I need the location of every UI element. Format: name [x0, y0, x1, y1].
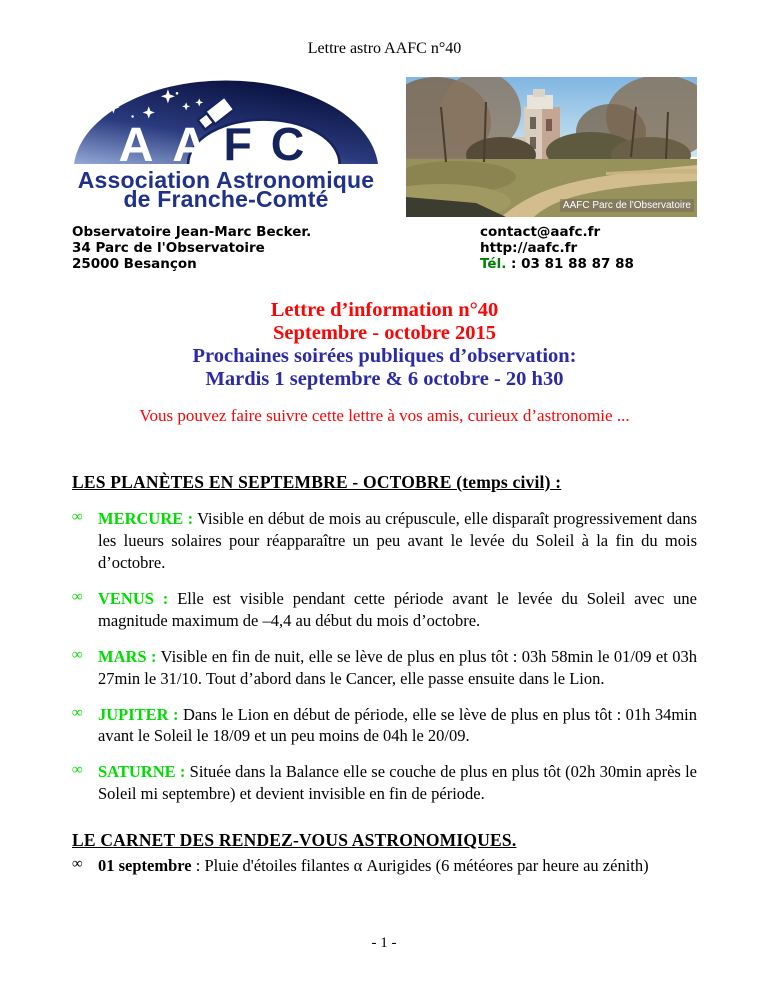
aafc-logo — [72, 71, 380, 212]
list-item-mercure — [72, 508, 697, 574]
planet-text: Visible en fin de nuit, elle se lève de plus en plus tôt : 03h 58min le 01/09 et 03h 27min le 31/10. Tout d’abord dans le Cancer, elle passe ensuite dans le Lion. — [98, 646, 698, 688]
public-evenings-line2: Mardis 1 septembre & 6 octobre - 20 h30 — [205, 368, 564, 391]
planet-name: VENUS : — [98, 588, 169, 608]
list-item-jupiter — [72, 704, 697, 748]
contact-block — [72, 224, 697, 273]
title-block — [72, 299, 697, 391]
phone-label: Tél. — [480, 255, 507, 272]
aafc-logo-icon — [72, 71, 380, 164]
phone-number: : 03 81 88 87 88 — [511, 255, 634, 272]
logo-caption — [72, 166, 380, 212]
list-item-01-septembre — [72, 855, 697, 877]
header-row — [72, 71, 697, 217]
event-text: : Pluie d'étoiles filantes α Aurigides (6 météores par heure au zénith) — [191, 856, 649, 876]
planet-name: MARS : — [98, 646, 157, 666]
carnet-section-heading: LE CARNET DES RENDEZ-VOUS ASTRONOMIQUES. — [72, 830, 517, 851]
page-title: Lettre astro AAFC n°40 — [307, 40, 462, 57]
newsletter-title: Lettre d’information n°40 — [270, 299, 499, 322]
infinity-bullet: ∞ — [72, 508, 83, 525]
postal-address — [72, 224, 480, 273]
infinity-bullet: ∞ — [72, 704, 83, 721]
page-number: - 1 - — [371, 935, 397, 951]
contact-website: http://aafc.fr — [480, 239, 578, 256]
contact-phone — [480, 256, 634, 272]
planet-name: JUPITER : — [98, 704, 179, 724]
planet-name: SATURNE : — [98, 762, 186, 782]
forward-notice: Vous pouvez faire suivre cette lettre à vos amis, curieux d’astronomie ... — [139, 405, 630, 425]
infinity-bullet: ∞ — [72, 762, 83, 779]
observatory-park-photo — [406, 77, 697, 217]
address-line1: Observatoire Jean-Marc Becker. — [72, 223, 312, 240]
planets-section-heading: LES PLANÈTES EN SEPTEMBRE - OCTOBRE (temps civil) : — [72, 471, 562, 492]
planet-text: Située dans la Balance elle se couche de plus en plus tôt (02h 30min après le Soleil mi septembre) et devient invisible en fin de période. — [98, 762, 698, 804]
logo-caption-line2: de Franche-Comté — [123, 185, 329, 212]
planet-text: Visible en début de mois au crépuscule, elle disparaît progressivement dans les lueurs solaires pour réapparaître un peu avant le levée du Soleil à la fin du mois d’octobre. — [98, 508, 697, 572]
newsletter-period: Septembre - octobre 2015 — [273, 322, 496, 345]
logo-caption-line1: Association Astronomique — [77, 166, 375, 193]
planet-name: MERCURE : — [98, 508, 194, 528]
photo-caption: AAFC Parc de l'Observatoire — [560, 199, 694, 212]
list-item-venus — [72, 588, 697, 632]
contact-email: contact@aafc.fr — [480, 223, 601, 240]
address-line3: 25000 Besançon — [72, 255, 197, 272]
infinity-bullet: ∞ — [72, 646, 83, 663]
infinity-bullet: ∞ — [72, 588, 83, 605]
address-line2: 34 Parc de l'Observatoire — [72, 239, 265, 256]
planet-text: Dans le Lion en début de période, elle se lève de plus en plus tôt : 01h 34min avant le Soleil le 18/09 et un peu moins de 04h le 20/09. — [98, 704, 697, 746]
logo-acronym-aa: AA — [118, 117, 208, 164]
logo-acronym-fc: FC — [223, 117, 305, 164]
list-item-mars — [72, 646, 697, 690]
park-photo-image — [406, 77, 697, 217]
infinity-bullet: ∞ — [72, 856, 83, 873]
event-date: 01 septembre — [98, 856, 192, 876]
public-evenings-line1: Prochaines soirées publiques d’observation: — [192, 345, 577, 368]
planet-text: Elle est visible pendant cette période avant le levée du Soleil avec une magnitude maximum de –4,4 au début du mois d’octobre. — [98, 588, 698, 630]
contact-details — [480, 224, 634, 273]
list-item-saturne — [72, 761, 697, 805]
